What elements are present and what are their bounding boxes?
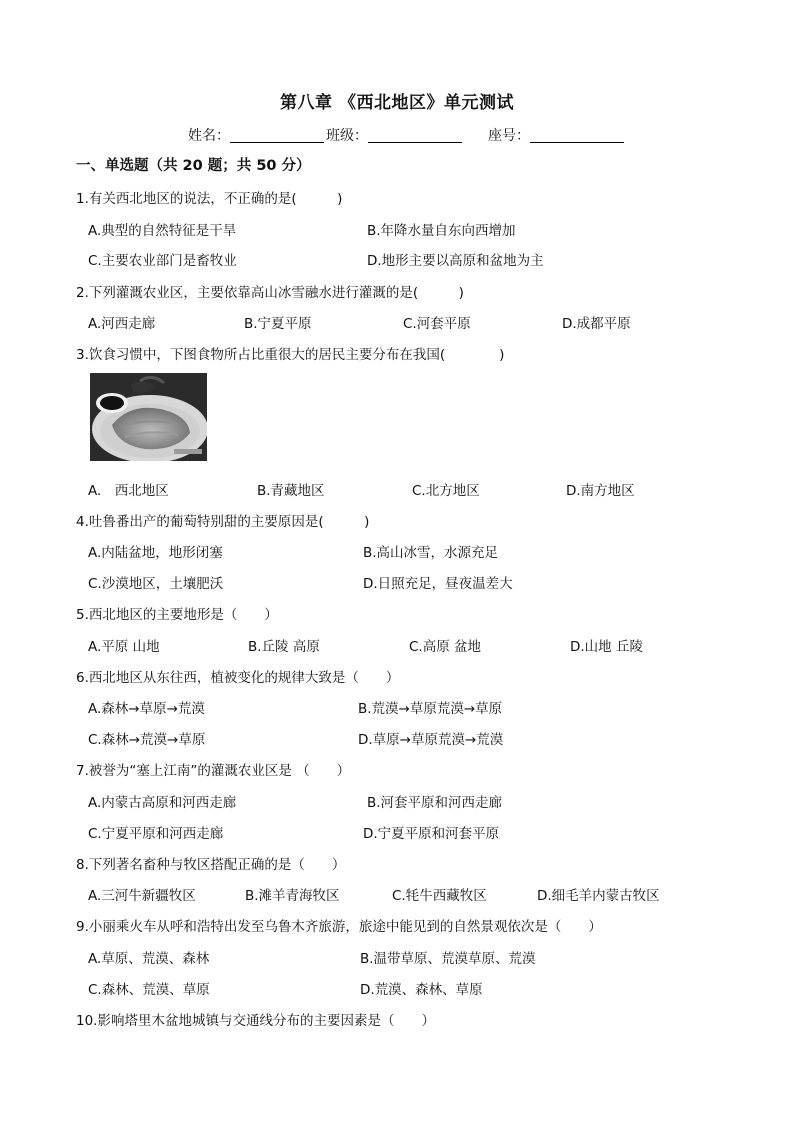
food-photo xyxy=(90,373,207,461)
question-1-option-c[interactable]: C.主要农业部门是畜牧业 xyxy=(88,253,237,269)
question-4-stem: 4.吐鲁番出产的葡萄特别甜的主要原因是( ) xyxy=(76,514,370,530)
question-9-option-a[interactable]: A.草原、荒漠、森林 xyxy=(88,951,210,967)
question-6-option-d[interactable]: D.草原→草原荒漠→荒漠 xyxy=(358,732,504,748)
question-4-option-d[interactable]: D.日照充足，昼夜温差大 xyxy=(363,576,513,592)
question-2-option-d[interactable]: D.成都平原 xyxy=(562,316,631,332)
question-2-option-b[interactable]: B.宁夏平原 xyxy=(244,316,312,332)
question-3-option-c[interactable]: C.北方地区 xyxy=(412,483,480,499)
name-label: 姓名： xyxy=(188,128,230,144)
question-9-option-c[interactable]: C.森林、荒漠、草原 xyxy=(88,982,210,998)
question-1-option-d[interactable]: D.地形主要以高原和盆地为主 xyxy=(367,253,544,269)
question-3-option-d[interactable]: D.南方地区 xyxy=(566,483,635,499)
question-5-option-d[interactable]: D.山地 丘陵 xyxy=(570,639,643,655)
question-4-option-c[interactable]: C.沙漠地区，土壤肥沃 xyxy=(88,576,224,592)
question-9-option-b[interactable]: B.温带草原、荒漠草原、荒漠 xyxy=(360,951,536,967)
question-6-option-a[interactable]: A.森林→草原→荒漠 xyxy=(88,701,205,717)
question-8-option-b[interactable]: B.滩羊青海牧区 xyxy=(245,888,340,904)
seat-label: 座号： xyxy=(488,128,530,144)
question-3-option-b[interactable]: B.青藏地区 xyxy=(257,483,325,499)
question-7-option-c[interactable]: C.宁夏平原和河西走廊 xyxy=(88,826,224,842)
question-8-option-a[interactable]: A.三河牛新疆牧区 xyxy=(88,888,196,904)
question-9-option-d[interactable]: D.荒漠、森林、草原 xyxy=(360,982,483,998)
question-2-option-a[interactable]: A.河西走廊 xyxy=(88,316,156,332)
question-7-option-a[interactable]: A.内蒙古高原和河西走廊 xyxy=(88,795,237,811)
question-2-stem: 2.下列灌溉农业区，主要依靠高山冰雪融水进行灌溉的是( ) xyxy=(76,285,464,301)
question-1-option-b[interactable]: B.年降水量自东向西增加 xyxy=(367,223,516,239)
question-1-stem: 1.有关西北地区的说法，不正确的是( ) xyxy=(76,191,343,207)
question-6-option-c[interactable]: C.森林→荒漠→草原 xyxy=(88,732,206,748)
question-6-option-b[interactable]: B.荒漠→草原荒漠→草原 xyxy=(358,701,503,717)
question-5-option-a[interactable]: A.平原 山地 xyxy=(88,639,160,655)
question-5-stem: 5.西北地区的主要地形是（ ） xyxy=(76,607,278,623)
question-6-stem: 6.西北地区从东往西，植被变化的规律大致是（ ） xyxy=(76,670,400,686)
class-label: 班级： xyxy=(326,128,368,144)
section-heading: 一、单选题（共 20 题；共 50 分） xyxy=(76,158,311,174)
question-3-stem: 3.饮食习惯中，下图食物所占比重很大的居民主要分布在我国( ) xyxy=(76,347,505,363)
question-8-option-c[interactable]: C.牦牛西藏牧区 xyxy=(392,888,487,904)
student-info-line xyxy=(188,125,626,145)
question-7-option-b[interactable]: B.河套平原和河西走廊 xyxy=(367,795,503,811)
question-7-stem: 7.被誉为“塞上江南”的灌溉农业区是 （ ） xyxy=(76,763,351,779)
question-2-option-c[interactable]: C.河套平原 xyxy=(403,316,471,332)
question-9-stem: 9.小丽乘火车从呼和浩特出发至乌鲁木齐旅游，旅途中能见到的自然景观依次是（ ） xyxy=(76,919,602,935)
question-4-option-b[interactable]: B.高山冰雪，水源充足 xyxy=(363,545,499,561)
question-10-stem: 10.影响塔里木盆地城镇与交通线分布的主要因素是（ ） xyxy=(76,1013,435,1029)
question-3-option-a[interactable]: A. 西北地区 xyxy=(88,483,169,499)
question-1-option-a[interactable]: A.典型的自然特征是干旱 xyxy=(88,223,237,239)
question-5-option-c[interactable]: C.高原 盆地 xyxy=(409,639,482,655)
question-8-option-d[interactable]: D.细毛羊内蒙古牧区 xyxy=(537,888,660,904)
question-8-stem: 8.下列著名畜种与牧区搭配正确的是（ ） xyxy=(76,857,346,873)
seat-blank[interactable] xyxy=(530,142,624,143)
page-title: 第八章 《西北地区》单元测试 xyxy=(280,93,514,113)
class-blank[interactable] xyxy=(368,142,462,143)
question-7-option-d[interactable]: D.宁夏平原和河套平原 xyxy=(363,826,500,842)
question-4-option-a[interactable]: A.内陆盆地，地形闭塞 xyxy=(88,545,223,561)
name-blank[interactable] xyxy=(230,142,324,143)
question-5-option-b[interactable]: B.丘陵 高原 xyxy=(248,639,320,655)
